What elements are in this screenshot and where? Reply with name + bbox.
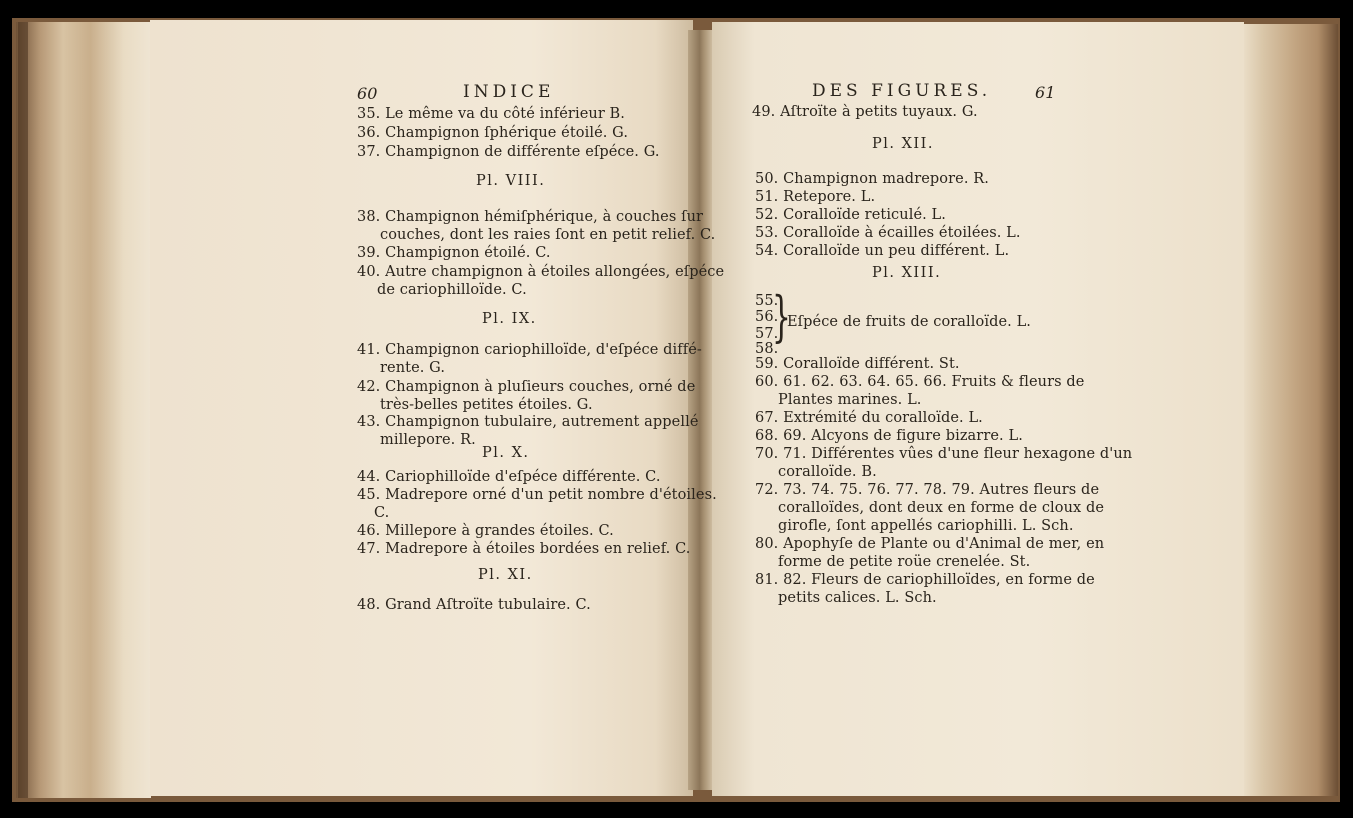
left-page-edges xyxy=(16,22,151,798)
entry-line: 53. Coralloïde à écailles étoilées. L. xyxy=(755,225,1021,241)
entry-line: coralloïdes, dont deux en forme de cloux de xyxy=(778,500,1105,516)
brace-number: 56. xyxy=(755,309,779,325)
entry-line: 45. Madrepore orné d'un petit nombre d'étoiles. xyxy=(357,487,717,503)
entry-line: de cariophilloïde. C. xyxy=(377,282,527,298)
entry-line: coralloïde. B. xyxy=(778,464,877,480)
left-page-number: 60 xyxy=(357,84,378,103)
left-running-header: INDICE xyxy=(463,82,555,102)
right-running-header: DES FIGURES. xyxy=(812,81,992,101)
plate-heading: Pl. XIII. xyxy=(872,265,942,281)
entry-line: 42. Champignon à pluſieurs couches, orné de xyxy=(357,379,696,395)
entry-line: petits calices. L. Sch. xyxy=(778,590,937,606)
entry-line: 72. 73. 74. 75. 76. 77. 78. 79. Autres fleurs de xyxy=(755,482,1100,498)
entry-line: 68. 69. Alcyons de figure bizarre. L. xyxy=(755,428,1023,444)
entry-line: 67. Extrémité du coralloïde. L. xyxy=(755,410,983,426)
plate-heading: Pl. IX. xyxy=(482,311,537,327)
brace-number: 55. xyxy=(755,293,779,309)
plate-heading: Pl. VIII. xyxy=(476,173,546,189)
entry-line: rente. G. xyxy=(380,360,446,376)
entry-line: C. xyxy=(374,505,390,521)
book-gutter xyxy=(688,30,714,790)
entry-line: 41. Champignon cariophilloïde, d'eſpéce diffé- xyxy=(357,342,702,358)
entry-line: 44. Cariophilloïde d'eſpéce différente. C. xyxy=(357,469,661,485)
binding-shadow xyxy=(18,22,28,798)
entry-line: 48. Grand Aſtroïte tubulaire. C. xyxy=(357,597,591,613)
entry-line: 51. Retepore. L. xyxy=(755,189,876,205)
entry-line: millepore. R. xyxy=(380,432,476,448)
plate-heading: Pl. XII. xyxy=(872,136,934,152)
entry-line: girofle, ſont appellés cariophilli. L. Sch. xyxy=(778,518,1074,534)
right-page-edges xyxy=(1238,24,1338,796)
entry-line: 70. 71. Différentes vûes d'une fleur hexagone d'un xyxy=(755,446,1133,462)
brace-number: 57. xyxy=(755,326,779,342)
entry-line: 40. Autre champignon à étoiles allongées, eſpéce xyxy=(357,264,725,280)
entry-line: très-belles petites étoiles. G. xyxy=(380,397,593,413)
right-page-number: 61 xyxy=(1035,83,1056,102)
entry-line: 59. Coralloïde différent. St. xyxy=(755,356,960,372)
entry-line: 60. 61. 62. 63. 64. 65. 66. Fruits & fleurs de xyxy=(755,374,1085,390)
brace-text: Eſpéce de fruits de coralloïde. L. xyxy=(787,314,1032,330)
plate-heading: Pl. X. xyxy=(482,445,530,461)
plate-heading: Pl. XI. xyxy=(478,567,533,583)
entry-line: 36. Champignon ſphérique étoilé. G. xyxy=(357,125,629,141)
entry-line: Plantes marines. L. xyxy=(778,392,922,408)
entry-line: 37. Champignon de différente eſpéce. G. xyxy=(357,144,660,160)
entry-line: forme de petite roüe crenelée. St. xyxy=(778,554,1031,570)
entry-line: 52. Coralloïde reticulé. L. xyxy=(755,207,946,223)
entry-line: couches, dont les raies ſont en petit relief. C. xyxy=(380,227,716,243)
entry-line: 50. Champignon madrepore. R. xyxy=(755,171,989,187)
entry-line: 35. Le même va du côté inférieur B. xyxy=(357,106,626,122)
entry-line: 39. Champignon étoilé. C. xyxy=(357,245,551,261)
entry-line: 38. Champignon hémiſphérique, à couches ſur xyxy=(357,209,704,225)
curly-brace-icon: } xyxy=(772,285,791,348)
brace-number: 58. xyxy=(755,341,779,357)
entry-line: 49. Aſtroïte à petits tuyaux. G. xyxy=(752,104,978,120)
entry-line: 46. Millepore à grandes étoiles. C. xyxy=(357,523,614,539)
entry-line: 43. Champignon tubulaire, autrement appellé xyxy=(357,414,699,430)
entry-line: 81. 82. Fleurs de cariophilloïdes, en forme de xyxy=(755,572,1095,588)
entry-line: 54. Coralloïde un peu différent. L. xyxy=(755,243,1010,259)
entry-line: 80. Apophyſe de Plante ou d'Animal de mer, en xyxy=(755,536,1105,552)
entry-line: 47. Madrepore à étoiles bordées en relief. C. xyxy=(357,541,691,557)
